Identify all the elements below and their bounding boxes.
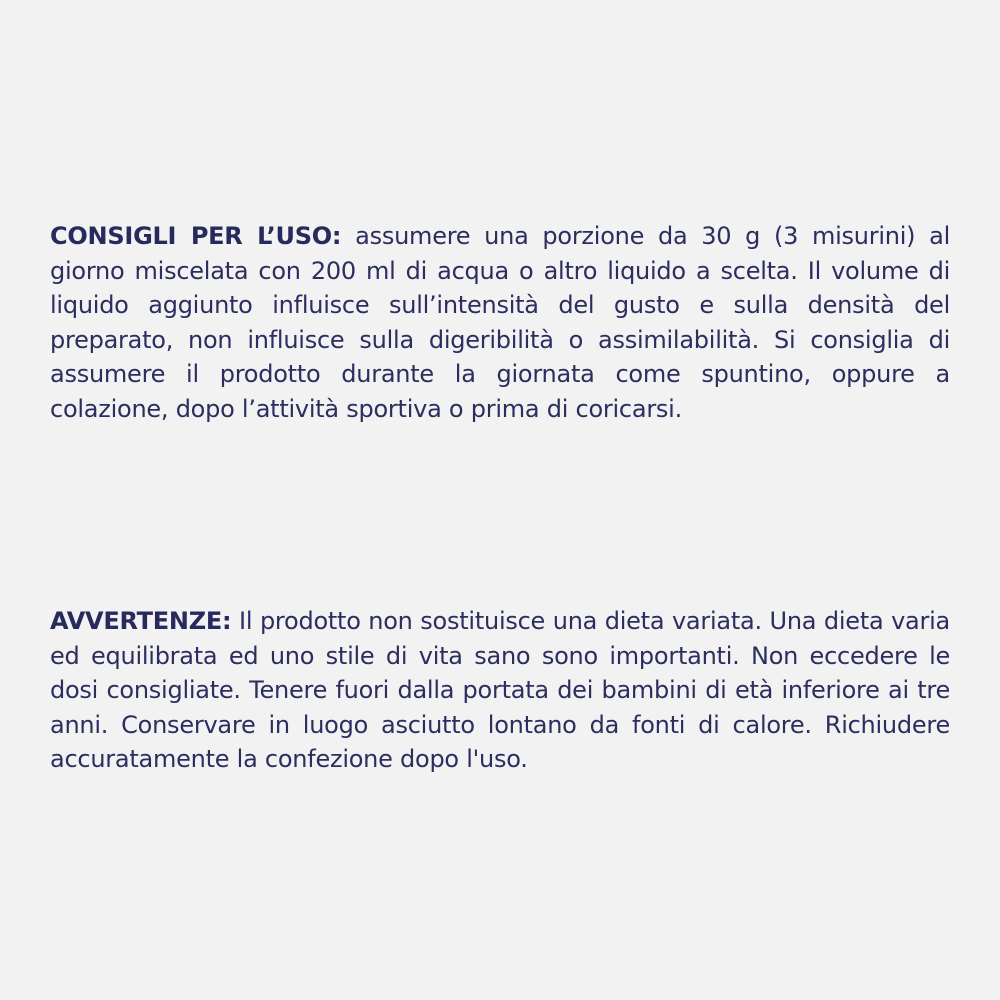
- usage-instructions-text: assumere una porzione da 30 g (3 misurini) al giorno miscelata con 200 ml di acqua o altro liquido a scelta. Il volume di liquido aggiunto influisce sull’intensità del gusto e sulla densità del preparato, non influisce sulla digeribilità o assimilabilità. Si consiglia di assumere il prodotto durante la giornata come spuntino, oppure a colazione, dopo l’attività sportiva o prima di coricarsi.: [50, 222, 951, 423]
- warnings-heading: AVVERTENZE:: [50, 607, 232, 635]
- warnings-paragraph: [50, 604, 950, 777]
- warnings-text: Il prodotto non sostituisce una dieta variata. Una dieta varia ed equilibrata ed uno stile di vita sano sono importanti. Non eccedere le dosi consigliate. Tenere fuori dalla portata dei bambini di età inferiore ai tre anni. Conservare in luogo asciutto lontano da fonti di calore. Richiudere accuratamente la confezione dopo l'uso.: [50, 607, 950, 773]
- usage-instructions-paragraph: [50, 219, 950, 426]
- usage-instructions-heading: CONSIGLI PER L’USO:: [50, 222, 342, 250]
